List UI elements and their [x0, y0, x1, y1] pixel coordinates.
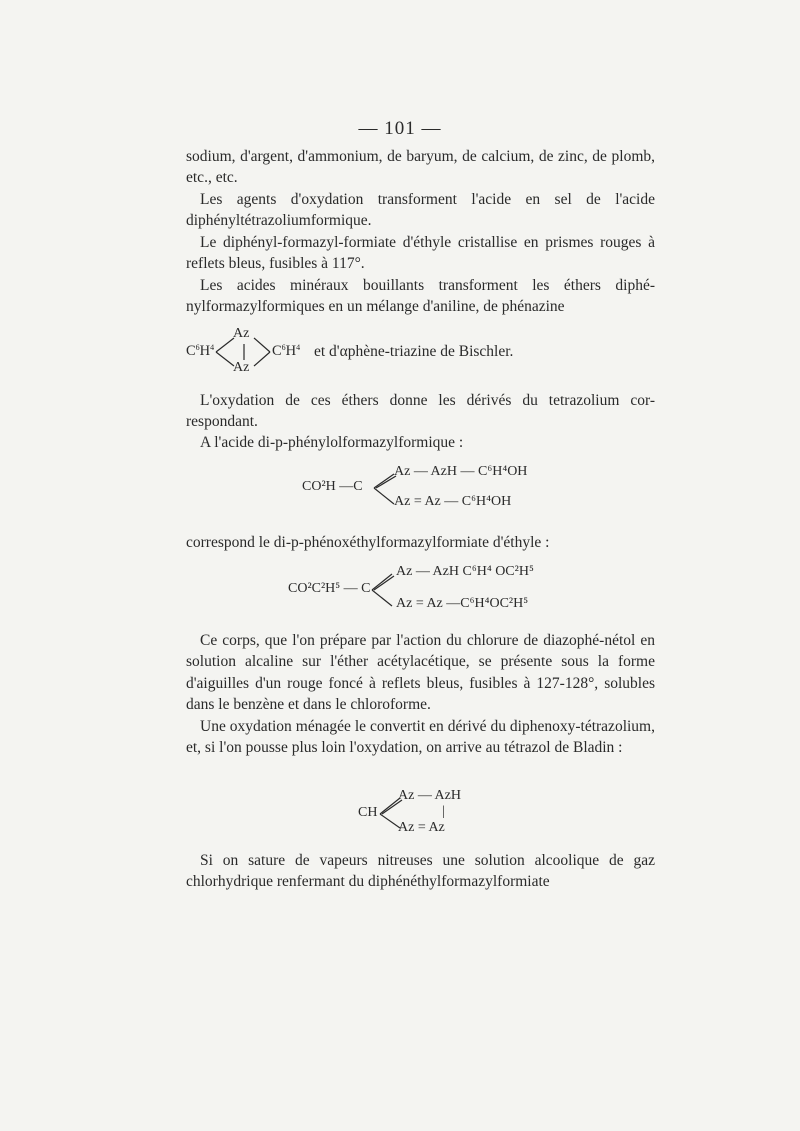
formula-phenylol-upper: Az — AzH — C⁶H⁴OH — [394, 464, 528, 479]
formula-phenazine-caption: et d'αphène-triazine de Bischler. — [314, 343, 514, 360]
formula-phenoxethyl-lower: Az = Az —C⁶H⁴OC²H⁵ — [396, 596, 529, 611]
formula-phenazine-bottom-az: Az — [233, 360, 250, 375]
paragraph-1: sodium, d'argent, d'ammonium, de baryum, de calcium, de zinc, de plomb, etc., etc. — [186, 148, 655, 187]
formula-phenazine-top-az: Az — [233, 326, 250, 341]
paragraph-8: Ce corps, que l'on prépare par l'action du chlorure de diazophé-nétol en solution alcaline sur l'éther acétylacétique, se présente sous la forme d'aiguilles d'un rouge foncé à reflets bleus, fusibles à 127-128°, solubles dans le benzène et dans le chloroforme. — [186, 632, 655, 714]
formula-phenazine — [186, 324, 566, 380]
formula-tetrazol — [358, 786, 518, 838]
formula-phenoxethyl — [288, 562, 588, 616]
page-number: — 101 — — [358, 118, 442, 139]
paragraph-3: Le diphényl-formazyl-formiate d'éthyle cristallise en prismes rouges à reflets bleus, fusibles à 117°. — [186, 234, 655, 273]
formula-phenylol-left: CO²H —C — [302, 479, 363, 494]
paragraph-4: Les acides minéraux bouillants transforment les éthers diphé-nylformazylformiques en un mélange d'aniline, de phénazine — [186, 277, 655, 316]
paragraph-10: Si on sature de vapeurs nitreuses une solution alcoolique de gaz chlorhydrique renfermant du diphénéthylformazylformiate — [186, 852, 655, 891]
formula-phenylol — [302, 462, 562, 514]
formula-tetrazol-bar: | — [442, 804, 445, 819]
paragraph-6: A l'acide di-p-phénylolformazylformique : — [200, 434, 464, 451]
formula-tetrazol-lower: Az = Az — [398, 820, 445, 835]
formula-phenazine-right: $C^6H^4$ — [272, 343, 301, 359]
paragraph-5: L'oxydation de ces éthers donne les dérivés du tetrazolium cor-respondant. — [186, 392, 655, 431]
formula-tetrazol-left: CH — [358, 805, 378, 820]
formula-phenazine-left: $C^6H^4$ — [186, 343, 215, 359]
paragraph-2: Les agents d'oxydation transforment l'acide en sel de l'acide diphényltétrazoliumformique. — [186, 191, 655, 230]
formula-tetrazol-upper: Az — AzH — [398, 788, 461, 803]
formula-phenoxethyl-upper: Az — AzH C⁶H⁴ OC²H⁵ — [396, 564, 534, 579]
formula-phenoxethyl-left: CO²C²H⁵ — C — [288, 581, 371, 596]
formula-phenylol-lower: Az = Az — C⁶H⁴OH — [394, 494, 512, 509]
paragraph-7: correspond le di-p-phénoxéthylformazylformiate d'éthyle : — [186, 534, 550, 551]
paragraph-9: Une oxydation ménagée le convertit en dérivé du diphenoxy-tétrazolium, et, si l'on pousse plus loin l'oxydation, on arrive au tétrazol de Bladin : — [186, 718, 655, 757]
